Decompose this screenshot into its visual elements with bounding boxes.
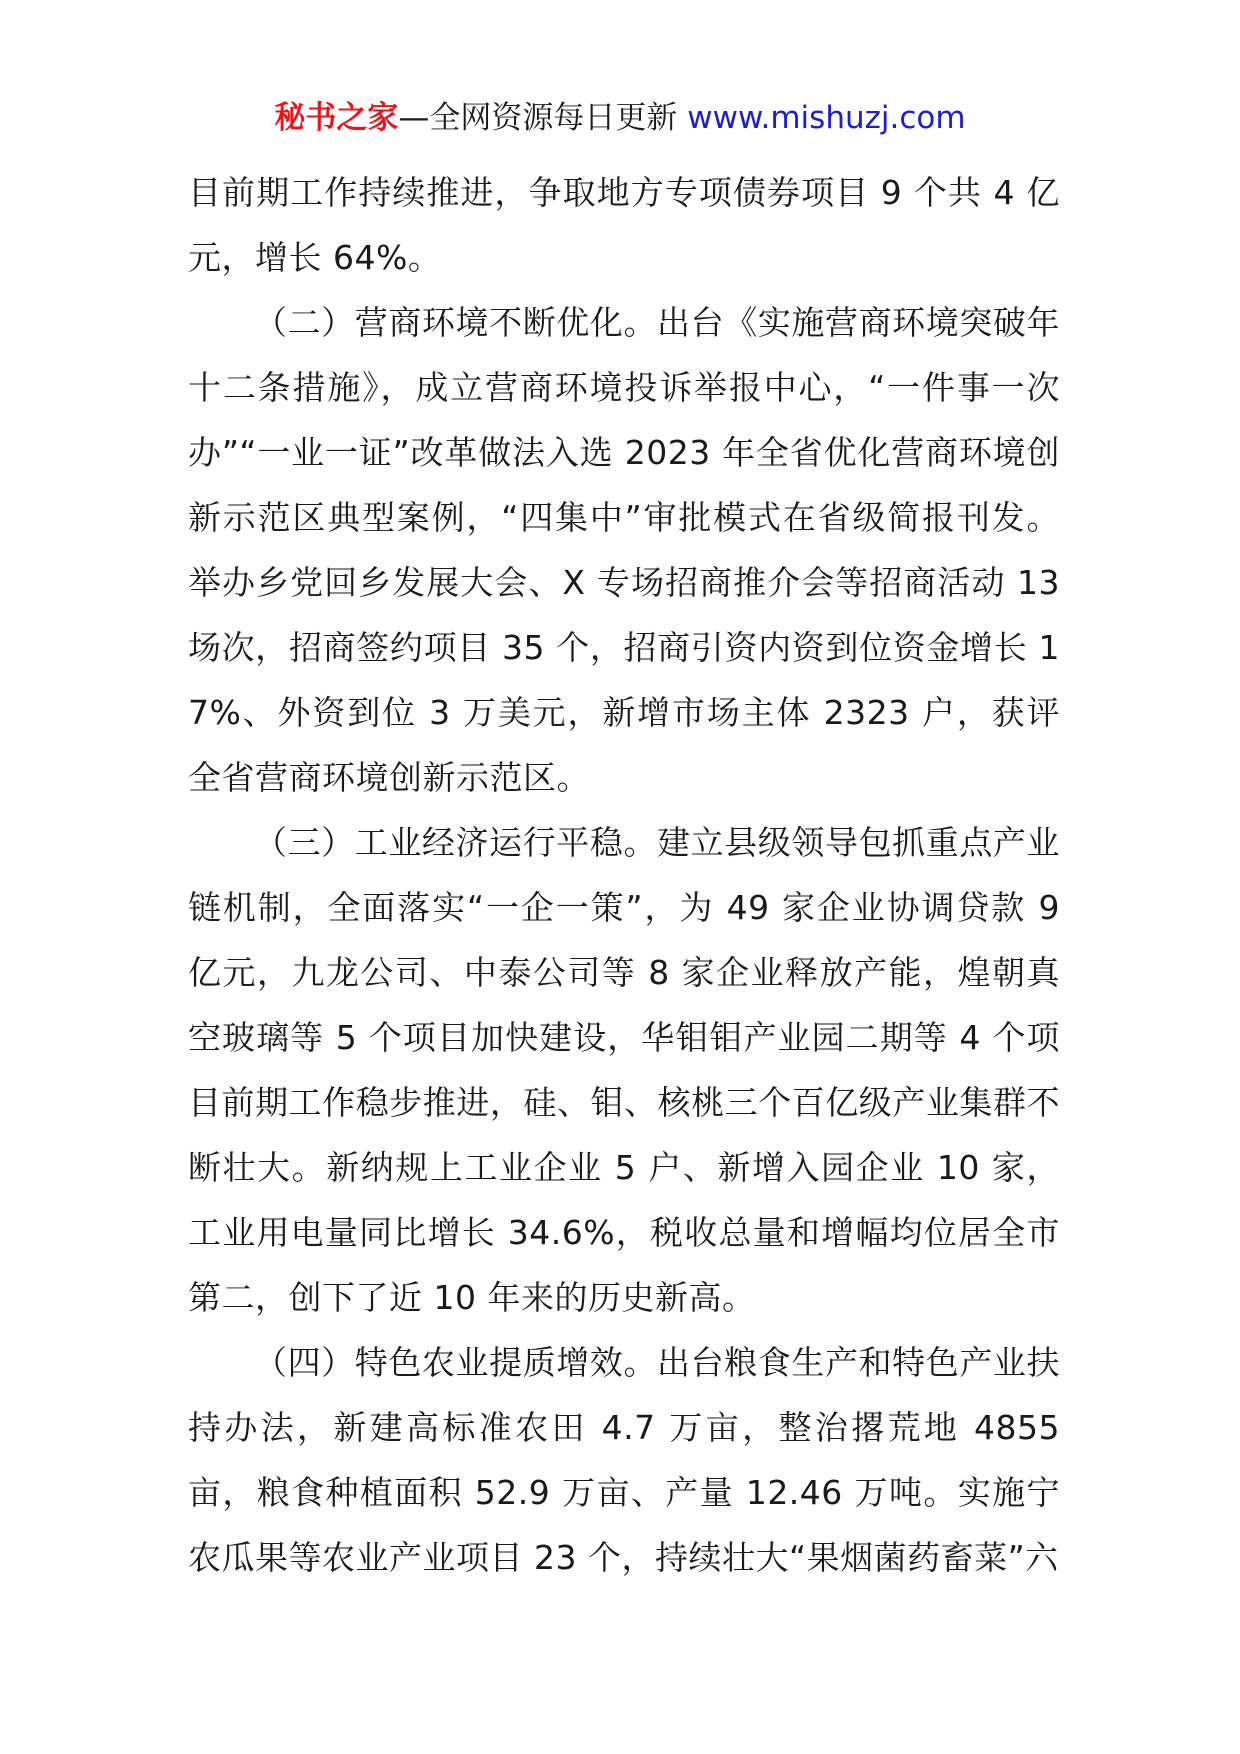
brand-name: 秘书之家 xyxy=(274,100,399,136)
paragraph-specialty-agriculture: （四）特色农业提质增效。出台粮食生产和特色产业扶持办法，新建高标准农田 4.7 万亩，整治撂荒地 4855 亩，粮食种植面积 52.9 万亩、产量 12.46 万吨。实施宁农瓜果等农业产业项目 23 个，持续壮大“果烟菌药畜菜”六 xyxy=(188,1343,1060,1577)
paragraph-industrial-economy: （三）工业经济运行平稳。建立县级领导包抓重点产业链机制，全面落实“一企一策”，为 49 家企业协调贷款 9 亿元，九龙公司、中泰公司等 8 家企业释放产能，煌朝真空玻璃等 5 个项目加快建设，华钼钼产业园二期等 4 个项目前期工作稳步推进，硅、钼、核桃三个百亿级产业集群不断壮大。新纳规上工业企业 5 户、新增入园企业 10 家，工业用电量同比增长 34.6%，税收总量和增幅均位居全市第二，创下了近 10 年来的历史新高。 xyxy=(188,823,1060,1317)
header-tagline: —全网资源每日更新 xyxy=(398,100,678,136)
site-url-link[interactable]: www.mishuzj.com xyxy=(687,100,966,136)
paragraph-business-environment: （二）营商环境不断优化。出台《实施营商环境突破年十二条措施》，成立营商环境投诉举报中心，“一件事一次办”“一业一证”改革做法入选 2023 年全省优化营商环境创新示范区典型案例，“四集中”审批模式在省级简报刊发。举办乡党回乡发展大会、X 专场招商推介会等招商活动 13 场次，招商签约项目 35 个，招商引资内资到位资金增长 17%、外资到位 3 万美元，新增市场主体 2323 户，获评全省营商环境创新示范区。 xyxy=(188,303,1060,797)
paragraph-continuation: 目前期工作持续推进，争取地方专项债券项目 9 个共 4 亿元，增长 64%。 xyxy=(188,173,1060,277)
document-body xyxy=(188,160,1060,1590)
site-header xyxy=(0,98,1240,138)
